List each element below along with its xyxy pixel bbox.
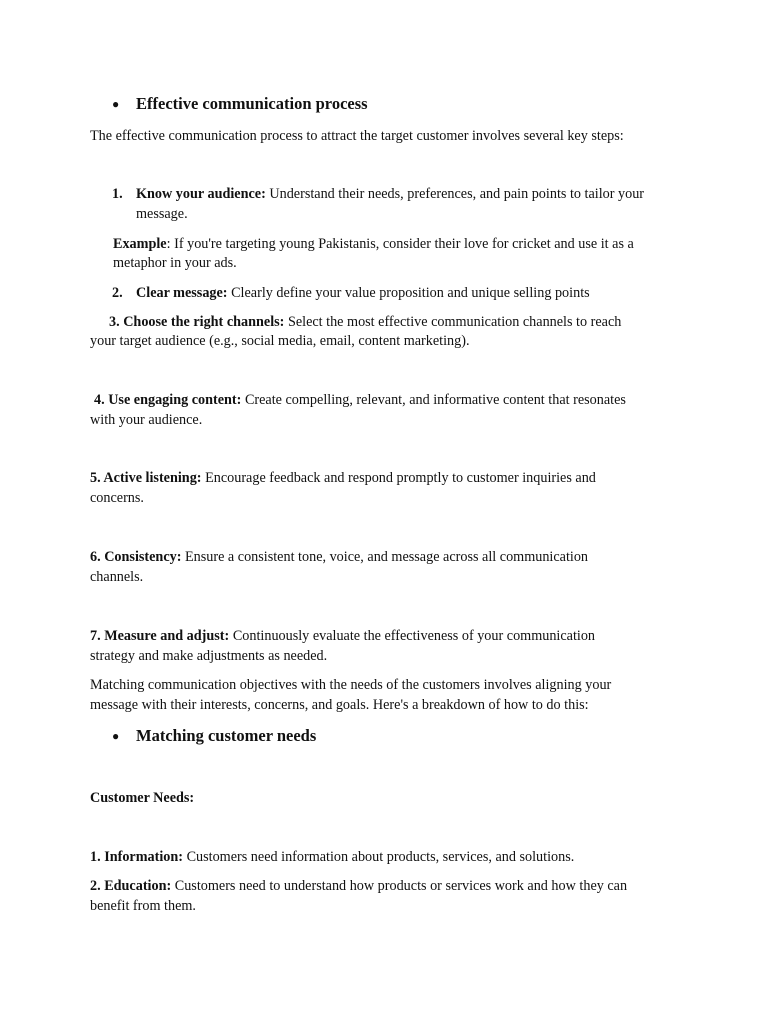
section-heading-effective-communication: Effective communication process — [136, 94, 368, 113]
example-title: Example — [113, 236, 167, 252]
need-1-text: Customers need information about products, services, and solutions. — [183, 849, 575, 865]
step-5-line-1 — [90, 468, 596, 488]
intro-paragraph: The effective communication process to attract the target customer involves several key steps: — [90, 128, 624, 144]
step-4-title: 4. Use engaging content: — [94, 392, 242, 408]
step-7-line-1 — [90, 626, 595, 646]
step-7-line-2: strategy and make adjustments as needed. — [90, 648, 328, 664]
step-3-title: 3. Choose the right channels: — [109, 314, 285, 330]
step-7-title: 7. Measure and adjust: — [90, 628, 230, 644]
example-text: : If you're targeting young Pakistanis, consider their love for cricket and use it as a — [166, 236, 634, 252]
step-2-title: Clear message: — [136, 285, 228, 301]
matching-intro-line-1: Matching communication objectives with the needs of the customers involves aligning your — [90, 677, 612, 693]
step-1-line-1 — [136, 184, 644, 204]
step-7-text: Continuously evaluate the effectiveness of your communication — [229, 628, 596, 644]
need-1-line — [90, 847, 574, 867]
step-3-line-2: your target audience (e.g., social media, email, content marketing). — [90, 333, 470, 349]
example-line-1 — [113, 234, 634, 254]
customer-needs-heading-text: Customer Needs: — [90, 790, 195, 806]
step-2-text: Clearly define your value proposition and unique selling points — [227, 285, 590, 301]
step-5-title: 5. Active listening: — [90, 470, 202, 486]
step-2-number: 2. — [112, 285, 123, 301]
need-2-line-2: benefit from them. — [90, 898, 196, 914]
need-2-title: 2. Education: — [90, 878, 172, 894]
step-1-line-2: message. — [136, 206, 188, 222]
bullet-icon: ● — [112, 729, 120, 743]
section-heading-matching-customer-needs: Matching customer needs — [136, 726, 317, 745]
step-3-text: Select the most effective communication channels to reach — [284, 314, 622, 330]
step-5-text: Encourage feedback and respond promptly to customer inquiries and — [201, 470, 596, 486]
step-4-line-2: with your audience. — [90, 412, 203, 428]
step-6-line-2: channels. — [90, 569, 144, 585]
step-3-line-1 — [109, 312, 621, 332]
step-6-line-1 — [90, 547, 588, 567]
step-6-text: Ensure a consistent tone, voice, and message across all communication — [181, 549, 589, 565]
step-1-text: Understand their needs, preferences, and pain points to tailor your — [265, 186, 645, 202]
step-5-line-2: concerns. — [90, 490, 144, 506]
step-1-number: 1. — [112, 186, 123, 202]
need-1-title: 1. Information: — [90, 849, 184, 865]
bullet-icon: ● — [112, 97, 120, 111]
customer-needs-heading — [90, 788, 194, 808]
step-4-line-1 — [94, 390, 626, 410]
step-1-title: Know your audience: — [136, 186, 266, 202]
need-2-text: Customers need to understand how products or services work and how they can — [171, 878, 628, 894]
need-2-line-1 — [90, 876, 627, 896]
step-4-text: Create compelling, relevant, and informative content that resonates — [241, 392, 626, 408]
step-2-line — [136, 283, 590, 303]
example-line-2: metaphor in your ads. — [113, 255, 237, 271]
step-6-title: 6. Consistency: — [90, 549, 182, 565]
matching-intro-line-2: message with their interests, concerns, and goals. Here's a breakdown of how to do this: — [90, 697, 589, 713]
